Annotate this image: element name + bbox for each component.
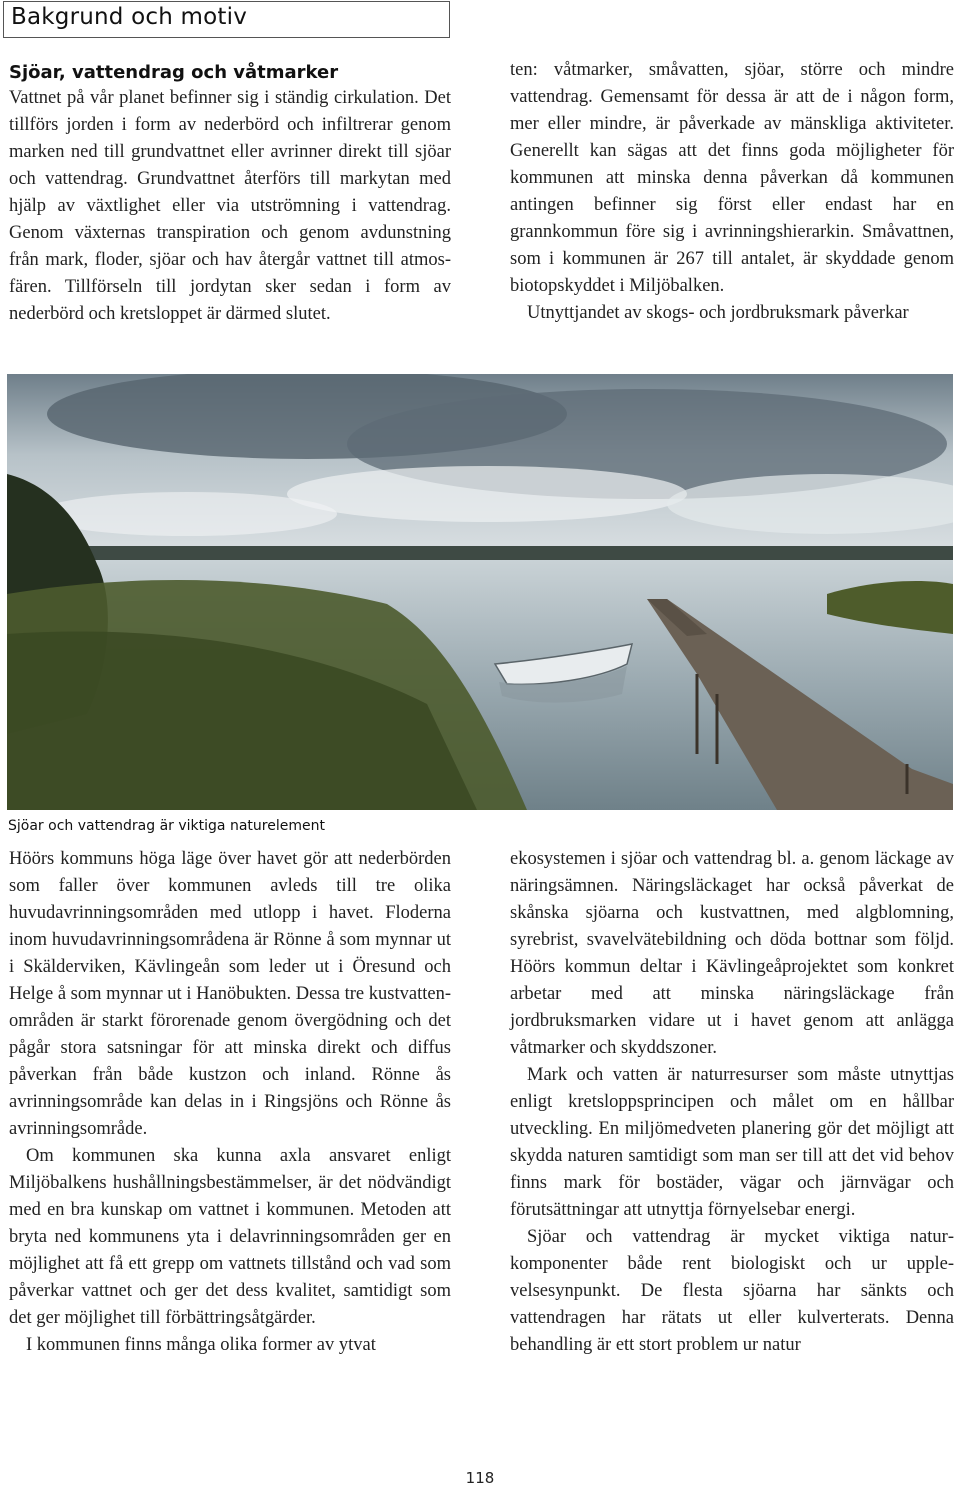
paragraph: ekosystemen i sjöar och vattendrag bl. a. genom läckage av näringsämnen. Näringsläckaget har också påverkat de skånska sjöarna och kustvattnen, med algblomning, syrebrist, svavelvätebildning och döda bottnar som följd. Höörs kommun deltar i Kävlingeåprojektet som konkret arbetar med att minska näringsläckage från jordbruksmarken vidare ut i havet genom att anlägga våtmarker och skyddszoner. [510,849,954,1058]
chapter-title: Bakgrund och motiv [11,4,248,30]
paragraph: Mark och vatten är naturresurser som måste utnyttjas enligt kretsloppsprincipen och målet om en hållbar utveckling. En miljömedveten planering gör det möjligt att skydda naturen samtidigt som man ser till att det vid behov finns mark för bostäder, vägar och järnvägar och förutsättningar att utnyttja förnyelsebar energi. [510,1065,954,1220]
paragraph: I kommunen finns många olika former av ytvat [26,1335,376,1355]
lake-photo-illustration [7,374,953,810]
text-column-bottom-left [9,846,451,1359]
chapter-header-box [3,1,450,38]
text-column-top-right [510,57,954,327]
paragraph: Om kommunen ska kunna axla ansvaret enligt Miljöbalkens hushållningsbestämmelser, är det nödvändigt med en bra kunskap om vattnet i kommunen. Metoden att bryta ned kommunens yta i delavrinningsområden ger en möjlighet att få ett grepp om vattnets tillstånd och vad som påverkar vattnet och ger det dess kvalitet, samtidigt som det ger möjlighet till förbättringsåtgärder. [9,1146,451,1328]
page-number: 118 [465,1469,495,1487]
text-column-bottom-right [510,846,954,1359]
text-column-top-left [9,85,451,328]
paragraph: ten: våtmarker, småvatten, sjöar, större och mindre vattendrag. Gemensamt för dessa är att de i någon form, mer eller mindre, är påverkade av mänskliga aktiviteter. Generellt kan sägas att det finns goda möjligheter för kommunen att minska denna påverkan då kommunen antingen befinner sig först eller endast har en grannkommun före sig i avrinningshierarkin. Småvattnen, som i kommunen är 267 till antalet, är skyddade genom biotopskyddet i Miljöbalken. [510,60,954,296]
paragraph: Höörs kommuns höga läge över havet gör att nederbörden som faller över kommunen avleds till tre olika huvudavrinningsområden med utlopp i havet. Floderna inom huvudavrinningsområdena är Rönne å som mynnar ut i Skälderviken, Kävlingeån som leder ut i Öresund och Helge å som mynnar ut i Hanöbukten. Dessa tre kustvattenområden är starkt förorenade genom övergödning och det pågår stora satsningar för att minska direkt och diffus påverkan från både kustzon och inland. Rönne ås avrinningsområde kan delas in i Ringsjöns och Rönne ås avrinningsområde. [9,849,451,1139]
lake-photo [7,374,953,810]
paragraph: Sjöar och vattendrag är mycket viktiga naturkomponenter både rent biologiskt och ur upplevelsesynpunkt. De flesta sjöarna har sänkts och vattendragen har rätats ut eller kulverterats. Denna behandling är ett stort problem ur natur [510,1227,954,1355]
paragraph: Utnyttjandet av skogs- och jordbruksmark påverkar [527,303,909,323]
section-heading: Sjöar, vattendrag och våtmarker [9,62,339,83]
paragraph: Vattnet på vår planet befinner sig i ständig cirkulation. Det tillförs jorden i form av nederbörd och infiltrerar genom marken ned till grundvattnet eller avrinner direkt till sjöar och vattendrag. Grundvattnet återförs till markytan med hjälp av växtlighet eller via utströmning i vattendrag. Genom växternas transpiration och genom avdunstning från mark, floder, sjöar och hav återgår vattnet till atmosfären. Tillförseln till jordytan sker sedan i form av nederbörd och kretsloppet är därmed slutet. [9,88,451,324]
photo-caption: Sjöar och vattendrag är viktiga naturelement [8,818,325,834]
